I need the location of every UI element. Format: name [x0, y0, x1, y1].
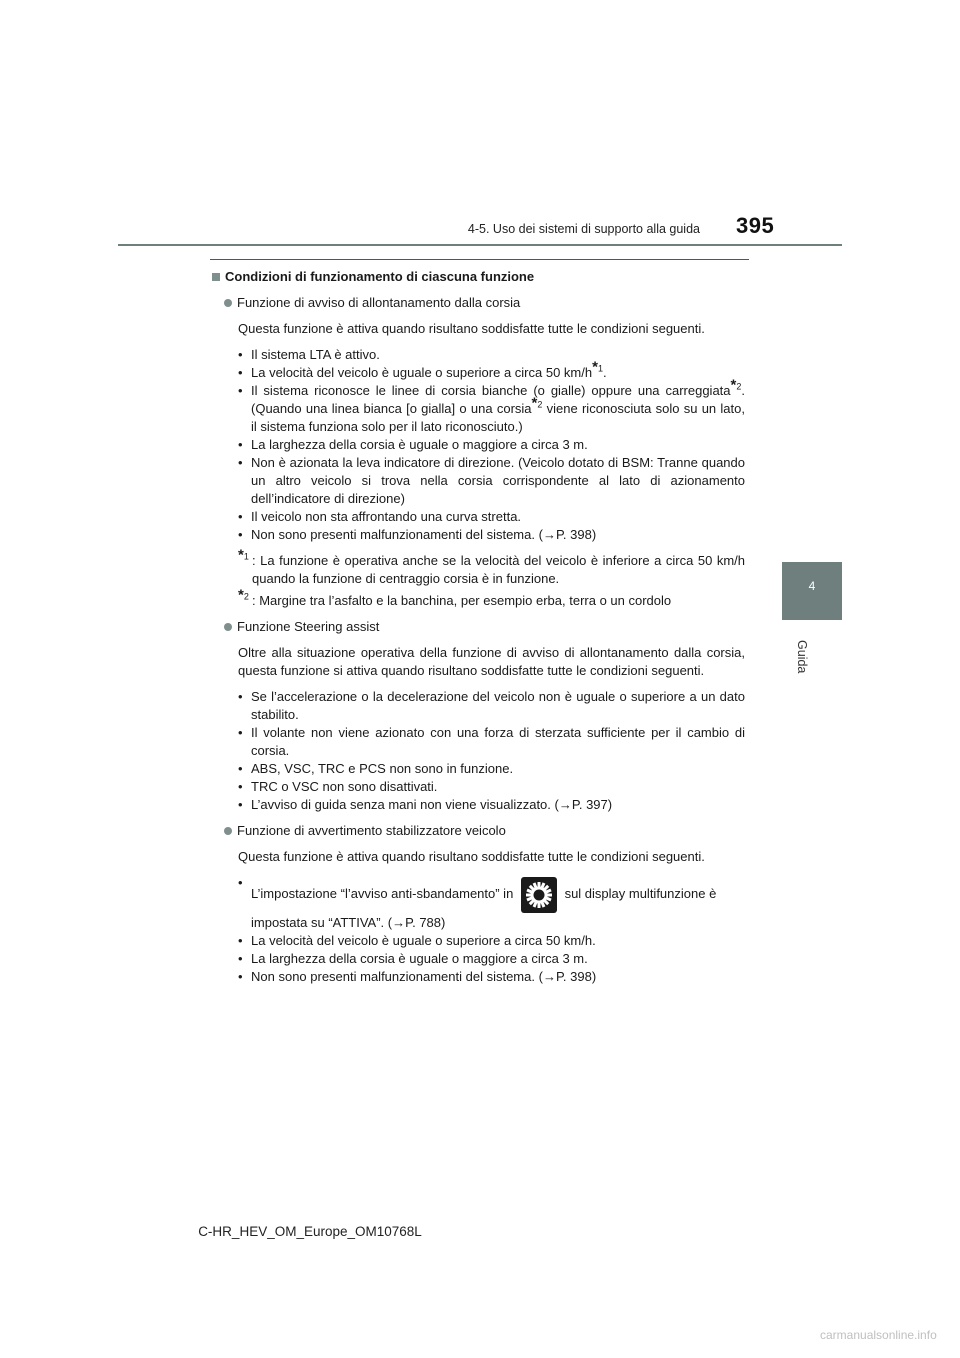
footnote: *$^2$ : Margine tra l’asfalto e la banchina, per esempio erba, terra o un cordolo [238, 586, 672, 608]
footnote: *$^1$ : La funzione è operativa anche se la velocità del veicolo è inferiore a circa 50 km/h quando la funzione di centraggio corsia è in funzione. [238, 546, 745, 586]
page-reference-link[interactable]: P. 398) [555, 969, 597, 984]
circle-bullet-icon [224, 299, 232, 307]
list-item: • La velocità del veicolo è uguale o superiore a circa 50 km/h. [238, 932, 745, 950]
list-item: • ABS, VSC, TRC e PCS non sono in funzione. [238, 760, 745, 778]
list-item: • La velocità del veicolo è uguale o superiore a circa 50 km/h*$^1$. [238, 364, 745, 382]
list-item: • La larghezza della corsia è uguale o maggiore a circa 3 m. [238, 950, 745, 968]
header-section-title: 4-5. Uso dei sistemi di supporto alla guida [467, 222, 700, 236]
function-heading: Funzione di avviso di allontanamento dalla corsia [212, 294, 745, 312]
function-heading: Funzione di avvertimento stabilizzatore veicolo [212, 822, 745, 840]
arrow-icon: → [392, 915, 406, 930]
content-divider [210, 259, 749, 260]
list-item: • Se l’accelerazione o la decelerazione del veicolo non è uguale o superiore a un dato stabilito. [238, 688, 745, 724]
list-item: • La larghezza della corsia è uguale o maggiore a circa 3 m. [238, 436, 745, 454]
chapter-label: Guida [795, 640, 809, 674]
list-item: • Il sistema riconosce le linee di corsia bianche (o gialle) oppure una carreggiata*$^2$. (Quando una linea bianca [o gialla] o una corsia*$^2$ viene riconosciuta solo su un lato, il sistema funziona solo per il lato riconosciuto.) [238, 382, 745, 436]
list-item: • Il veicolo non sta affrontando una curva stretta. [238, 508, 745, 526]
square-bullet-icon [212, 273, 220, 281]
page-reference-link[interactable]: P. 397) [571, 797, 613, 812]
arrow-icon: → [542, 527, 556, 542]
document-code: C-HR_HEV_OM_Europe_OM10768L [198, 1224, 422, 1239]
gear-icon [521, 877, 557, 913]
list-item: • Il volante non viene azionato con una forza di sterzata sufficiente per il cambio di corsia. [238, 724, 745, 760]
list-item: • L’impostazione “l’avviso anti-sbandamento” in sul display multifunzione è impostata su “ATTIVA”. (→P. 788) [238, 874, 745, 932]
list-item: • Non sono presenti malfunzionamenti del sistema. (→P. 398) [238, 526, 745, 544]
header-divider [118, 244, 842, 246]
watermark: carmanualsonline.info [820, 1328, 937, 1342]
list-item: • Non è azionata la leva indicatore di direzione. (Veicolo dotato di BSM: Tranne quando un altro veicolo si trova nella corsia corrispondente al lato di azionamento dell’indicatore di direzione) [238, 454, 745, 508]
paragraph: Oltre alla situazione operativa della funzione di avviso di allontanamento dalla corsia, questa funzione si attiva quando risultano soddisfatte tutte le condizioni seguenti. [238, 645, 745, 678]
paragraph: Questa funzione è attiva quando risultano soddisfatte tutte le condizioni seguenti. [238, 321, 705, 336]
page-reference-link[interactable]: P. 788) [405, 915, 446, 930]
chapter-tab[interactable] [782, 562, 842, 620]
list-item: • TRC o VSC non sono disattivati. [238, 778, 745, 796]
condition-list [212, 688, 745, 814]
function-heading: Funzione Steering assist [212, 618, 745, 636]
page-number: 395 [736, 213, 775, 238]
condition-list [212, 874, 745, 986]
list-item: • Non sono presenti malfunzionamenti del sistema. (→P. 398) [238, 968, 745, 986]
page-reference-link[interactable]: P. 398) [555, 527, 597, 542]
condition-list [212, 346, 745, 544]
arrow-icon: → [542, 969, 556, 984]
circle-bullet-icon [224, 827, 232, 835]
list-item: • Il sistema LTA è attivo. [238, 346, 745, 364]
chapter-number: 4 [808, 579, 816, 593]
circle-bullet-icon [224, 623, 232, 631]
section-title: Condizioni di funzionamento di ciascuna funzione [212, 268, 745, 286]
arrow-icon: → [558, 797, 572, 812]
page-content [212, 268, 745, 994]
paragraph: Questa funzione è attiva quando risultano soddisfatte tutte le condizioni seguenti. [238, 849, 705, 864]
list-item: • L’avviso di guida senza mani non viene visualizzato. (→P. 397) [238, 796, 745, 814]
